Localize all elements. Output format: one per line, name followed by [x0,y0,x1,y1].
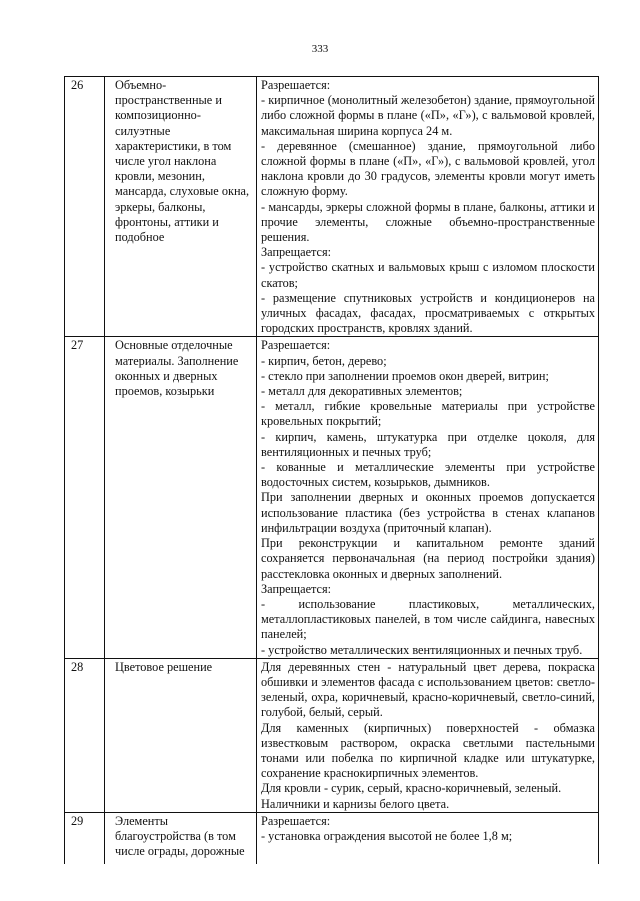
table-row [65,812,599,864]
description-line: Наличники и карнизы белого цвета. [261,796,450,811]
row-number: 27 [65,337,105,658]
description-line: - деревянное (смешанное) здание, прямоугольной либо сложной формы в плане («П», «Г»), с вальмовой кровлей, угол наклона кровли до 30 градусов, элементы кровли могут иметь сложную форму. [261,138,595,199]
table-row [65,337,599,658]
description-line: - металл для декоративных элементов; [261,384,463,399]
row-title: Объемно-пространственные и композиционно-силуэтные характеристики, в том числе угол наклона кровли, мезонин, мансарда, слуховые окна, эркеры, балконы, фронтоны, аттики и подобное [105,77,257,337]
description-line: - кирпичное (монолитный железобетон) здание, прямоугольной либо сложной формы в плане («П», «Г»), с вальмовой кровлей, максимальная ширина корпуса 24 м. [261,93,595,138]
regulations-table [64,76,599,864]
page-number: 333 [311,43,329,55]
table-row [65,77,599,337]
description-line: - кованные и металлические элементы при устройстве водосточных систем, козырьков, дымников. [261,460,595,490]
description-line: Запрещается: [261,245,332,260]
table-row [65,658,599,812]
description-line: - мансарды, эркеры сложной формы в плане, балконы, аттики и прочие элементы, сложные объемно-пространственные решения. [261,199,595,245]
description-line: Разрешается: [261,338,331,353]
description-line: - стекло при заполнении проемов окон дверей, витрин; [261,368,549,383]
description-line: Запрещается: [261,581,332,596]
description-line: - кирпич, камень, штукатурка при отделке цоколя, для вентиляционных и печных труб; [261,429,595,459]
description-line: - размещение спутниковых устройств и кондиционеров на уличных фасадах, фасадах, просматриваемых с открытых городских пространств, кровлях зданий. [261,290,595,336]
description-line: Разрешается: [261,813,331,828]
description-line: - установка ограждения высотой не более 1,8 м; [261,828,513,843]
row-number: 26 [65,77,105,337]
row-title: Элементы благоустройства (в том числе ограды, дорожные [105,812,257,864]
description-line: - использование пластиковых, металлических, металлопластиковых панелей, в том числе сайдинга, навесных панелей; [261,596,595,642]
row-title: Цветовое решение [105,658,257,812]
description-line: - кирпич, бетон, дерево; [261,353,387,368]
row-description [257,658,599,812]
row-number: 29 [65,812,105,864]
description-line: - устройство металлических вентиляционных и печных труб. [261,642,583,657]
description-line: - металл, гибкие кровельные материалы при устройстве кровельных покрытий; [261,399,595,429]
description-line: Для кровли - сурик, серый, красно-коричневый, зеленый. [261,781,562,796]
description-line: Для деревянных стен - натуральный цвет дерева, покраска обшивки и элементов фасада с использованием цветов: светло-зеленый, охра, коричневый, красно-коричневый, светло-синий, голубой, белый, серый. [261,659,595,720]
row-title: Основные отделочные материалы. Заполнение оконных и дверных проемов, козырьки [105,337,257,658]
description-line: Разрешается: [261,78,331,92]
row-description [257,77,599,337]
description-line: - устройство скатных и вальмовых крыш с изломом плоскости скатов; [261,260,595,290]
row-number: 28 [65,658,105,812]
description-line: При реконструкции и капитальном ремонте зданий сохраняется первоначальная (на период постройки здания) расстекловка оконных и дверных заполнений. [261,536,595,581]
row-description [257,337,599,658]
description-line: Для каменных (кирпичных) поверхностей - обмазка известковым раствором, окраска светлыми пастельными тонами или побелка по кирпичной кладке или штукатурке, сохранение краснокирпичных элементов. [261,720,595,781]
row-description [257,812,599,864]
description-line: При заполнении дверных и оконных проемов допускается использование пластика (без устройства в стенах клапанов инфильтрации воздуха (приточный клапан). [261,490,595,535]
